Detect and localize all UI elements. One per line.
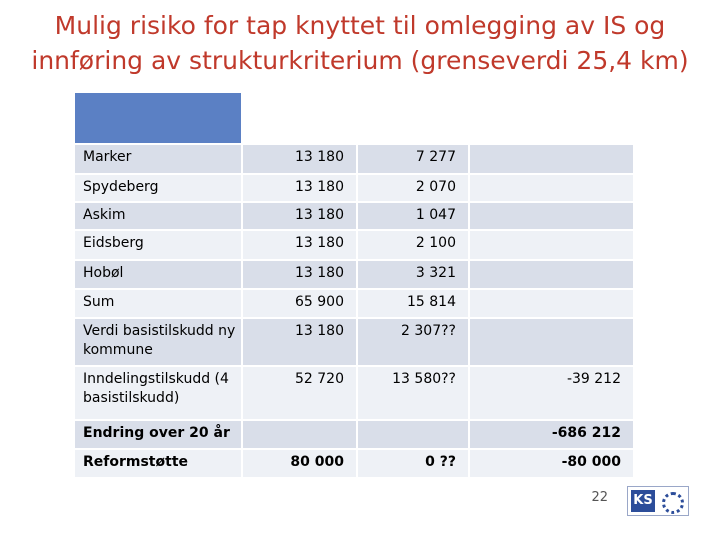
table-cell-label: Inndelingstilskudd (4 basistilskudd) [75,367,241,419]
column-header-gammel [243,96,355,134]
table-cell-label: Hobøl [75,261,241,288]
column-header-nytt-line2: basistilskudd [368,116,460,132]
table-cell-label: Endring over 20 år [75,421,241,448]
table-cell-gammel: 13 180 [243,175,356,201]
table-cell-nytt: 2 307?? [358,319,468,365]
table-cell-gammel: 80 000 [243,450,356,477]
table-cell-risiko: -80 000 [470,450,633,477]
table-cell-nytt: 13 580?? [358,367,468,419]
column-header-risiko-line1: Risiko for endring [488,97,612,113]
table-cell-nytt: 0 ?? [358,450,468,477]
table-cell-label: Reformstøtte [75,450,241,477]
table-cell-gammel: 13 180 [243,319,356,365]
table-cell-nytt: 2 070 [358,175,468,201]
table-cell-nytt: 15 814 [358,290,468,317]
table-cell-risiko [470,261,633,288]
table-cell-risiko: -39 212 [470,367,633,419]
table-cell-label: Eidsberg [75,231,241,259]
column-header-risiko [470,96,630,134]
table-cell-risiko [470,319,633,365]
table-cell-nytt: 2 100 [358,231,468,259]
table-cell-label: Spydeberg [75,175,241,201]
ks-ring-icon [662,492,684,514]
table-cell-risiko: -686 212 [470,421,633,448]
table-cell-gammel: 13 180 [243,231,356,259]
table-cell-label: Askim [75,203,241,229]
ks-logo-text: KS [631,490,655,512]
table-cell-label: Verdi basistilskudd ny kommune [75,319,241,365]
table-cell-gammel: 65 900 [243,290,356,317]
table-cell-risiko [470,290,633,317]
table-cell-gammel: 13 180 [243,203,356,229]
table-cell-nytt: 7 277 [358,145,468,173]
ks-logo [627,486,689,516]
column-header-nytt [358,96,470,134]
title-line-1: Mulig risiko for tap knyttet til omlegging av IS og [54,11,666,40]
table-cell-gammel: 13 180 [243,261,356,288]
table-cell-gammel: 52 720 [243,367,356,419]
column-header-gammel-line2: basistilskudd [253,116,345,132]
table-cell-risiko [470,231,633,259]
table-cell-label: Marker [75,145,241,173]
table-cell-risiko [470,203,633,229]
page-number: 22 [591,490,608,505]
column-header-risiko-line2: inndelingstilskudd [486,116,614,132]
table-cell-nytt: 3 321 [358,261,468,288]
header-corner-cell [75,93,241,143]
table-cell-nytt [358,421,468,448]
table-cell-risiko [470,145,633,173]
table-cell-risiko [470,175,633,201]
table-cell-gammel: 13 180 [243,145,356,173]
table-cell-label: Sum [75,290,241,317]
slide-title [20,8,700,78]
column-header-gammel-line1: Gammel IS [260,97,338,113]
table-cell-nytt: 1 047 [358,203,468,229]
table-cell-gammel [243,421,356,448]
title-line-2: innføring av strukturkriterium (grenseverdi 25,4 km) [31,46,689,75]
column-header-nytt-line1: Nytt IS [390,97,438,113]
